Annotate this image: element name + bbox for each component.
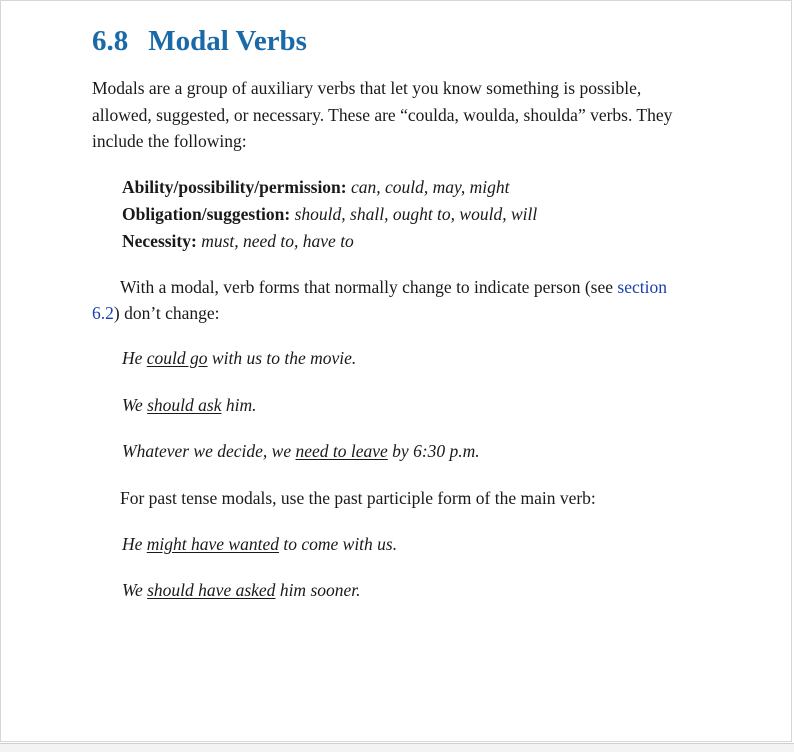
section-content — [92, 23, 692, 603]
example-text: He — [122, 534, 147, 554]
modal-phrase: might have wanted — [146, 534, 279, 554]
modal-phrase: should ask — [147, 394, 222, 415]
category-examples: must, need to, have to — [201, 230, 354, 251]
example-text: He — [122, 347, 147, 368]
person-note-text: ) don’t change: — [113, 303, 220, 323]
category-label: Ability/possibility/permission: — [122, 176, 347, 197]
example-sentence — [92, 345, 692, 371]
intro-paragraph: Modals are a group of auxiliary verbs that let you know something is possible, allowed, suggested, or necessary. These are “coulda, woulda, shoulda” verbs. They include the following: — [92, 78, 673, 151]
section-6-2-link[interactable]: section 6.2 — [92, 276, 667, 323]
category-examples: can, could, may, might — [351, 176, 510, 197]
category-row — [122, 201, 692, 228]
example-text: by 6:30 p.m. — [387, 440, 480, 461]
category-examples: should, shall, ought to, would, will — [294, 203, 538, 224]
category-label: Obligation/suggestion: — [122, 203, 291, 224]
example-text: We — [122, 394, 148, 415]
example-text: We — [122, 580, 148, 600]
person-note-text: With a modal, verb forms that normally change to indicate person (see — [120, 276, 618, 297]
past-tense-paragraph: For past tense modals, use the past participle form of the main verb: — [120, 487, 596, 508]
section-heading — [92, 23, 692, 59]
section-title: Modal Verbs — [148, 25, 307, 57]
example-text: him. — [221, 394, 257, 415]
category-row — [122, 228, 692, 255]
example-text: with us to the movie. — [207, 347, 357, 368]
section-number: 6.8 — [92, 25, 129, 57]
modal-phrase: need to leave — [295, 440, 388, 461]
category-label: Necessity: — [122, 230, 197, 251]
modal-phrase: could go — [146, 347, 208, 368]
modal-categories-list — [92, 174, 692, 255]
category-row — [122, 174, 692, 201]
example-sentence — [92, 531, 692, 557]
example-sentence — [92, 392, 692, 418]
example-text: to come with us. — [278, 534, 398, 554]
modal-phrase: should have asked — [147, 580, 276, 600]
example-sentence — [92, 438, 692, 464]
example-sentence — [92, 577, 692, 603]
next-page-edge — [0, 744, 794, 752]
person-note-paragraph — [92, 274, 692, 327]
example-text: him sooner. — [275, 580, 361, 600]
example-text: Whatever we decide, we — [122, 440, 296, 461]
